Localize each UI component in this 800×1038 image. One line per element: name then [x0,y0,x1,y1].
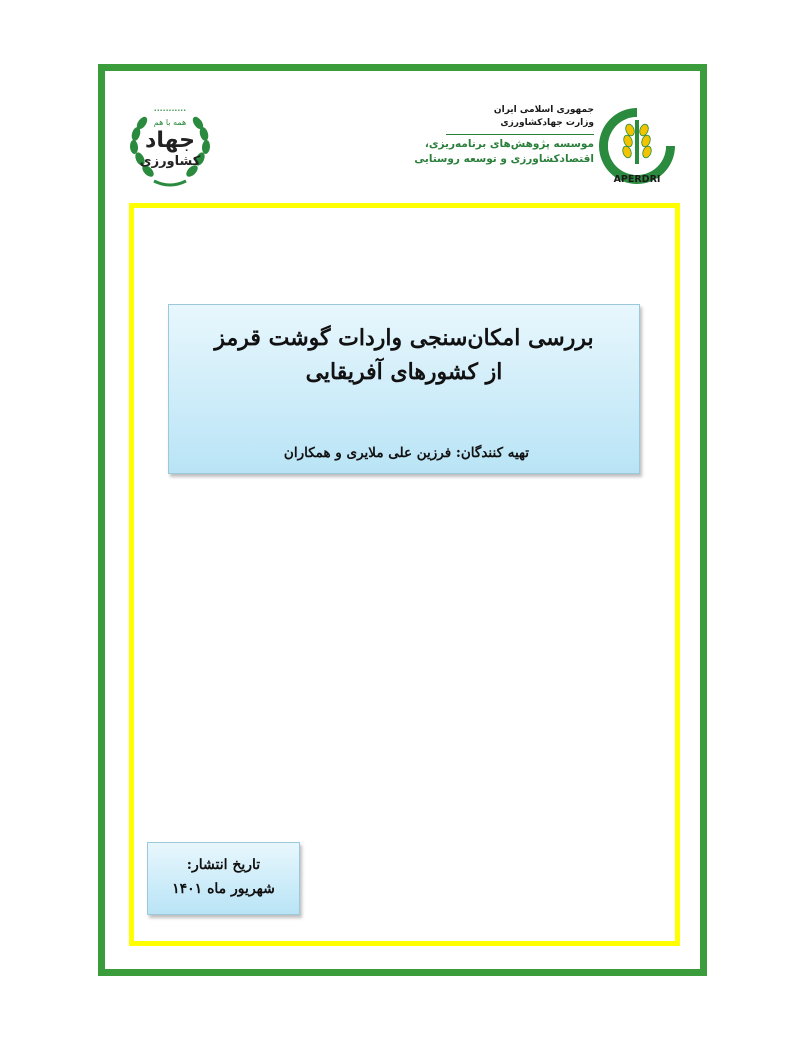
report-title-line1: بررسی امکان‌سنجی واردات گوشت قرمز [214,325,594,351]
svg-text:•••••••••••: ••••••••••• [153,108,187,114]
institute-name-line2: اقتصادکشاورزی و توسعه روستایی [414,153,594,165]
ministry-name: وزارت جهادکشاورزی [500,118,594,128]
organization-header [414,104,594,167]
publication-date-label: تاریخ انتشار: [186,857,261,873]
logo-slogan: همه با هم [153,118,187,127]
country-name: جمهوری اسلامی ایران [493,105,594,115]
logo-name-bottom: کشاورزی [139,154,201,169]
report-authors: تهیه کنندگان: فرزین علی ملایری و همکاران [283,445,529,461]
aperdri-logo [596,104,678,188]
institute-name-line1: موسسه پژوهش‌های برنامه‌ریزی، [424,138,594,150]
header-divider [446,134,594,135]
publication-date-box [147,842,300,915]
publication-date-value: شهریور ماه ۱۴۰۱ [172,881,275,897]
jahad-keshavarzi-logo [124,101,216,193]
aperdri-logo-text: APERDRI [613,174,661,185]
report-title-box [168,304,640,474]
logo-name-top: جهاد [145,128,195,153]
report-title-line2: از کشورهای آفریقایی [305,359,503,385]
